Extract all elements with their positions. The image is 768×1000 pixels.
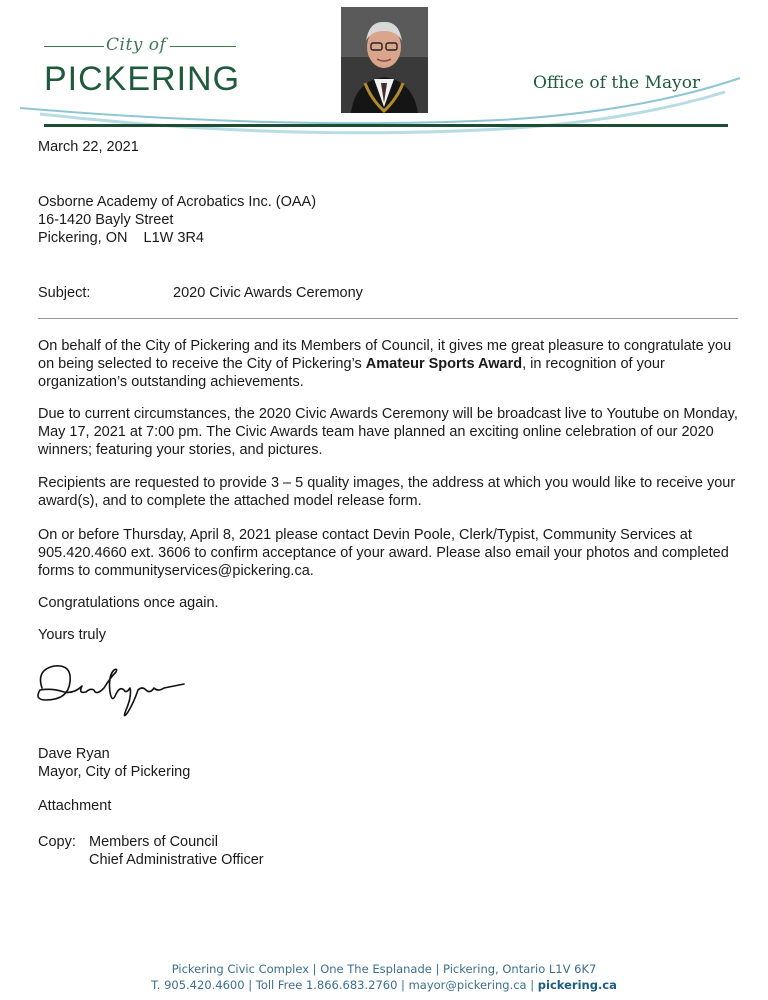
logo-rule-left (44, 46, 104, 47)
header-swoosh (20, 70, 750, 145)
attachment-label: Attachment (38, 798, 112, 814)
footer-address: Pickering Civic Complex | One The Esplanade | Pickering, Ontario L1V 6K7 (171, 962, 597, 976)
footer (0, 961, 768, 993)
award-name: Amateur Sports Award (365, 356, 523, 372)
header-rule (44, 124, 728, 127)
copy-line: Members of Council (89, 834, 218, 850)
logo-city-of: City of (106, 35, 167, 55)
footer-contact (0, 977, 768, 993)
letter-date: March 22, 2021 (38, 139, 139, 155)
office-of-the-mayor: Office of the Mayor (533, 73, 701, 93)
copy-line: Chief Administrative Officer (89, 852, 264, 868)
subject-rule (38, 318, 738, 319)
closing: Yours truly (38, 627, 106, 643)
signer-block (38, 745, 738, 781)
recipient-line: 16-1420 Bayly Street (38, 212, 174, 228)
paragraph-award-text-end: , in recognition of your organization’s outstanding achievements. (38, 356, 665, 390)
paragraph-request: Recipients are requested to provide 3 – 5 quality images, the address at which you would like to receive your award(s), and to complete the attached model release form. (38, 475, 736, 509)
copy-label: Copy: (38, 834, 76, 850)
subject-label: Subject: (38, 285, 91, 301)
signer-name: Dave Ryan (38, 746, 110, 762)
logo-rule-right (170, 46, 236, 47)
footer-website-link[interactable]: pickering.ca (537, 978, 617, 992)
paragraph-ceremony: Due to current circumstances, the 2020 Civic Awards Ceremony will be broadcast live to Youtube on Monday, May 17, 2021 at 7:00 pm. The Civic Awards team have planned an exciting online celebration of our 2020 winners; featuring your stories, and pictures. (38, 406, 738, 458)
recipient-line: Pickering, ON L1W 3R4 (38, 230, 204, 246)
copy-recipients (89, 833, 264, 869)
paragraph-award-text: On behalf of the City of Pickering and its Members of Council, it gives me great pleasure to congratulate you on being selected to receive the City of Pickering’s (38, 338, 732, 372)
signer-title: Mayor, City of Pickering (38, 764, 191, 780)
footer-contact-text: T. 905.420.4600 | Toll Free 1.866.683.2760 | mayor@pickering.ca | (151, 978, 538, 992)
subject-text: 2020 Civic Awards Ceremony (173, 285, 363, 301)
letterhead (0, 0, 768, 140)
congratulations: Congratulations once again. (38, 595, 219, 611)
paragraph-contact: On or before Thursday, April 8, 2021 please contact Devin Poole, Clerk/Typist, Community Services at 905.420.4660 ext. 3606 to confirm acceptance of your award. Please also email your photos and completed forms to communityservices@pickering.ca. (38, 527, 729, 579)
logo-city-name: PICKERING (44, 60, 241, 98)
paragraph-award (38, 337, 738, 391)
recipient-address (38, 193, 738, 247)
signature (30, 648, 190, 728)
recipient-line: Osborne Academy of Acrobatics Inc. (OAA) (38, 194, 317, 210)
